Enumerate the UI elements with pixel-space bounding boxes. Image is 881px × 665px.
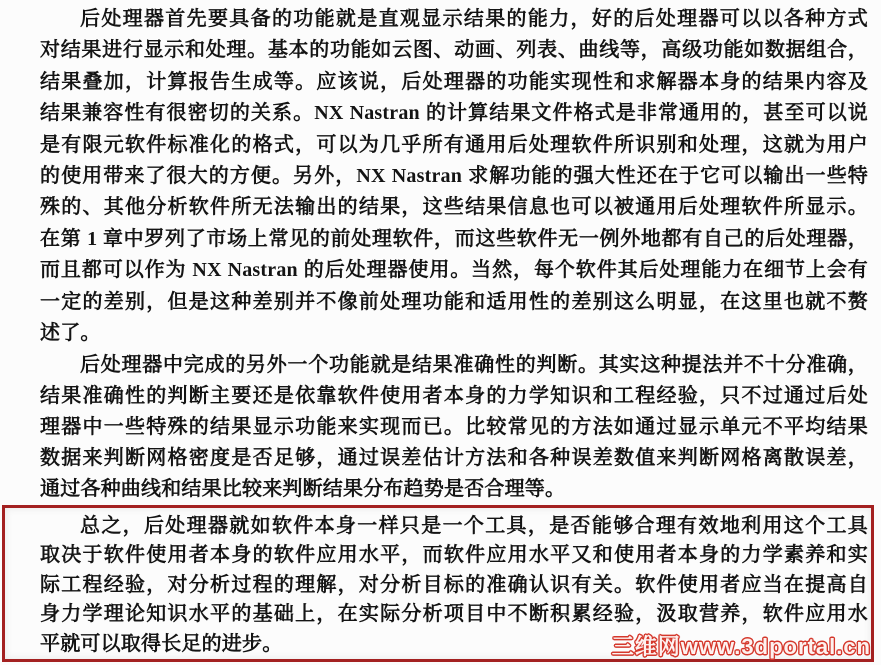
text-line: 数据来判断网格密度是否足够，通过误差估计方法和各种误差数值来判断网格离散误差， — [40, 447, 868, 469]
text-line: 后处理器中完成的另外一个功能就是结果准确性的判断。其实这种提法并不十分准确， — [80, 354, 868, 376]
text-line: 结果叠加，计算报告生成等。应该说，后处理器的功能实现性和求解器本身的结果内容及 — [40, 70, 868, 93]
text-line: 理器中一些特殊的结果显示功能来实现而已。比较常见的方法如通过显示单元不平均结果 — [40, 416, 868, 438]
watermark-3dportal: 三维网www.3dportal.cn — [611, 634, 871, 659]
text-line: 取决于软件使用者本身的软件应用水平，而软件应用水平又和使用者本身的力学素养和实 — [40, 544, 868, 567]
text-line: 对结果进行显示和处理。基本的功能如云图、动画、列表、曲线等，高级功能如数据组合， — [40, 39, 868, 62]
text-line: 平就可以取得长足的进步。 — [40, 632, 283, 655]
text-line: 的使用带来了很大的方便。另外，NX Nastran 求解功能的强大性还在于它可以输出一些特 — [40, 165, 868, 188]
text-line: 述了。 — [40, 322, 101, 345]
text-line: 际工程经验，对分析过程的理解，对分析目标的准确认识有关。软件使用者应当在提高自 — [40, 573, 868, 596]
text-line: 总之，后处理器就如软件本身一样只是一个工具，是否能够合理有效地利用这个工具 — [80, 515, 868, 537]
text-line: 而且都可以作为 NX Nastran 的后处理器使用。当然，每个软件其后处理能力在细节上会有 — [40, 259, 868, 282]
text-line: 一定的差别，但是这种差别并不像前处理功能和适用性的差别这么明显，在这里也就不赘 — [40, 290, 868, 313]
text-line: 后处理器首先要具备的功能就是直观显示结果的能力，好的后处理器可以以各种方式 — [80, 8, 868, 30]
text-line: 殊的、其他分析软件所无法输出的结果，这些结果信息也可以被通用后处理软件所显示。 — [40, 196, 868, 219]
text-line: 结果兼容性有很密切的关系。NX Nastran 的计算结果文件格式是非常通用的，甚至可以说 — [40, 102, 868, 125]
paragraph-result-accuracy-judgment — [40, 350, 868, 505]
paragraph-post-processor-functions — [40, 4, 868, 349]
text-line: 身力学理论知识水平的基础上，在实际分析项目中不断积累经验，汲取营养，软件应用水 — [40, 603, 868, 626]
text-line: 结果准确性的判断主要还是依靠软件使用者本身的力学知识和工程经验，只不过通过后处 — [40, 385, 868, 407]
text-line: 在第 1 章中罗列了市场上常见的前处理软件，而这些软件无一例外地都有自己的后处理器， — [40, 227, 868, 250]
text-line: 通过各种曲线和结果比较来判断结果分布趋势是否合理等。 — [40, 478, 566, 500]
text-line: 是有限元软件标准化的格式，可以为几乎所有通用后处理软件所识别和处理，这就为用户 — [40, 133, 868, 156]
